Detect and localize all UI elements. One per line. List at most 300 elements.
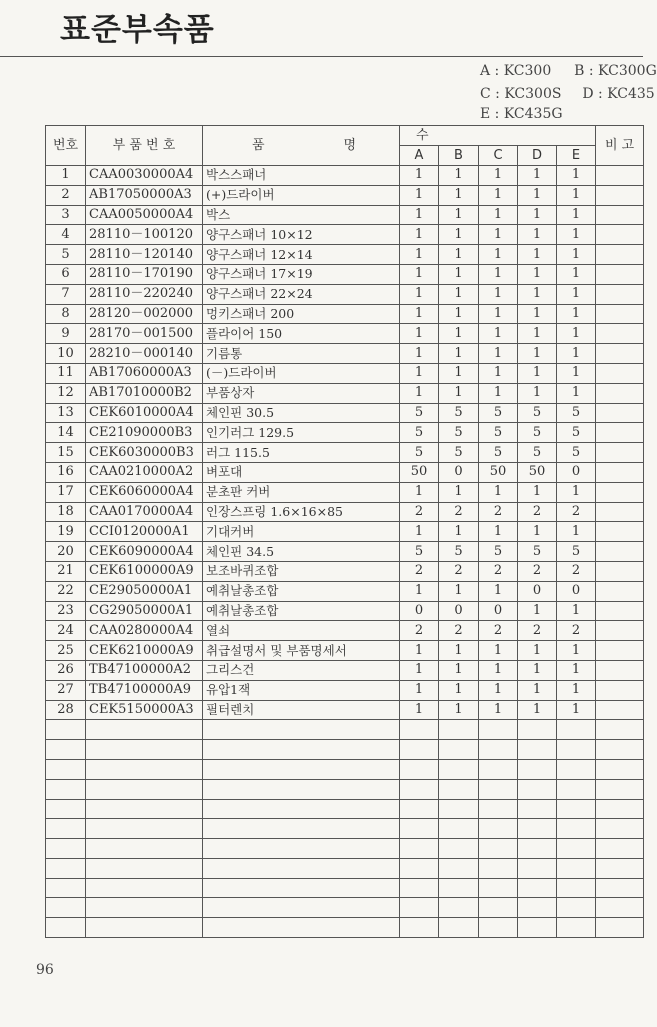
qty-a: 5 [400, 443, 439, 463]
part-number: 28120－002000 [86, 304, 203, 324]
row-number: 16 [46, 462, 86, 482]
empty-cell [400, 819, 439, 839]
empty-cell [46, 839, 86, 859]
empty-cell [596, 918, 644, 938]
qty-c: 1 [479, 205, 518, 225]
empty-cell [479, 720, 518, 740]
row-number: 1 [46, 166, 86, 186]
table-row [46, 403, 644, 423]
qty-a: 1 [400, 245, 439, 265]
remarks-cell [596, 522, 644, 542]
empty-cell [557, 720, 596, 740]
qty-a: 50 [400, 462, 439, 482]
qty-e: 1 [557, 304, 596, 324]
qty-d: 1 [518, 344, 557, 364]
empty-cell [479, 779, 518, 799]
empty-cell [86, 720, 203, 740]
qty-a: 1 [400, 383, 439, 403]
qty-a: 1 [400, 304, 439, 324]
part-number: CEK6030000B3 [86, 443, 203, 463]
empty-cell [203, 799, 400, 819]
part-name: 박스스패너 [203, 166, 400, 186]
table-row [46, 561, 644, 581]
qty-b: 1 [439, 284, 479, 304]
qty-a: 1 [400, 700, 439, 720]
empty-cell [86, 878, 203, 898]
row-number: 10 [46, 344, 86, 364]
row-number: 12 [46, 383, 86, 403]
part-name: 양구스패너 22×24 [203, 284, 400, 304]
part-name: 체인핀 34.5 [203, 542, 400, 562]
qty-d: 1 [518, 225, 557, 245]
empty-cell [479, 740, 518, 760]
empty-row [46, 819, 644, 839]
model-legend-line-3 [480, 106, 563, 122]
row-number: 20 [46, 542, 86, 562]
empty-cell [479, 878, 518, 898]
remarks-cell [596, 502, 644, 522]
part-number: 28110－100120 [86, 225, 203, 245]
qty-a: 2 [400, 502, 439, 522]
empty-row [46, 839, 644, 859]
empty-cell [518, 878, 557, 898]
empty-cell [439, 839, 479, 859]
qty-d: 1 [518, 383, 557, 403]
part-number: 28210－000140 [86, 344, 203, 364]
qty-b: 2 [439, 502, 479, 522]
qty-c: 5 [479, 403, 518, 423]
qty-b: 1 [439, 185, 479, 205]
empty-cell [86, 740, 203, 760]
empty-cell [557, 839, 596, 859]
part-name: 필터렌치 [203, 700, 400, 720]
remarks-cell [596, 225, 644, 245]
empty-cell [400, 799, 439, 819]
model-legend-line-1 [480, 63, 657, 79]
model-legend-line-2 [480, 86, 655, 102]
legend-model-c: C : KC300S [480, 86, 562, 102]
qty-c: 1 [479, 482, 518, 502]
qty-e: 1 [557, 264, 596, 284]
part-number: CEK6060000A4 [86, 482, 203, 502]
empty-cell [518, 858, 557, 878]
empty-cell [400, 759, 439, 779]
qty-b: 1 [439, 581, 479, 601]
row-number: 4 [46, 225, 86, 245]
empty-cell [557, 918, 596, 938]
part-name: 러그 115.5 [203, 443, 400, 463]
qty-c: 5 [479, 443, 518, 463]
table-row [46, 443, 644, 463]
qty-c: 1 [479, 700, 518, 720]
qty-e: 1 [557, 166, 596, 186]
empty-cell [46, 918, 86, 938]
remarks-cell [596, 462, 644, 482]
row-number: 3 [46, 205, 86, 225]
part-name: 분초판 커버 [203, 482, 400, 502]
row-number: 22 [46, 581, 86, 601]
qty-d: 1 [518, 185, 557, 205]
qty-a: 1 [400, 166, 439, 186]
row-number: 5 [46, 245, 86, 265]
empty-cell [518, 799, 557, 819]
empty-cell [400, 720, 439, 740]
table-row [46, 641, 644, 661]
part-name: 박스 [203, 205, 400, 225]
empty-cell [400, 898, 439, 918]
row-number: 26 [46, 660, 86, 680]
table-row [46, 185, 644, 205]
qty-b: 1 [439, 482, 479, 502]
empty-cell [596, 720, 644, 740]
qty-e: 2 [557, 621, 596, 641]
qty-c: 1 [479, 225, 518, 245]
qty-a: 1 [400, 680, 439, 700]
header-col-c: C [479, 146, 518, 166]
remarks-cell [596, 284, 644, 304]
table-row [46, 225, 644, 245]
table-row [46, 601, 644, 621]
table-row [46, 700, 644, 720]
qty-e: 1 [557, 522, 596, 542]
empty-cell [518, 740, 557, 760]
empty-cell [400, 878, 439, 898]
part-name: (+)드라이버 [203, 185, 400, 205]
parts-table-body [46, 166, 644, 938]
part-name: 기름통 [203, 344, 400, 364]
part-name: 플라이어 150 [203, 324, 400, 344]
table-row [46, 166, 644, 186]
qty-e: 1 [557, 363, 596, 383]
table-row [46, 304, 644, 324]
row-number: 17 [46, 482, 86, 502]
qty-b: 1 [439, 383, 479, 403]
empty-cell [400, 779, 439, 799]
qty-a: 1 [400, 205, 439, 225]
qty-c: 1 [479, 680, 518, 700]
qty-c: 1 [479, 641, 518, 661]
remarks-cell [596, 264, 644, 284]
qty-a: 1 [400, 522, 439, 542]
remarks-cell [596, 383, 644, 403]
part-number: CEK6100000A9 [86, 561, 203, 581]
qty-a: 1 [400, 284, 439, 304]
qty-d: 50 [518, 462, 557, 482]
row-number: 2 [46, 185, 86, 205]
qty-a: 1 [400, 482, 439, 502]
qty-d: 5 [518, 443, 557, 463]
part-number: CAA0210000A2 [86, 462, 203, 482]
empty-row [46, 898, 644, 918]
empty-cell [596, 858, 644, 878]
qty-b: 0 [439, 601, 479, 621]
remarks-cell [596, 680, 644, 700]
empty-cell [46, 720, 86, 740]
part-number: CCI0120000A1 [86, 522, 203, 542]
row-number: 6 [46, 264, 86, 284]
qty-c: 2 [479, 502, 518, 522]
row-number: 7 [46, 284, 86, 304]
qty-c: 1 [479, 185, 518, 205]
row-number: 14 [46, 423, 86, 443]
empty-cell [203, 779, 400, 799]
qty-d: 1 [518, 363, 557, 383]
empty-cell [557, 898, 596, 918]
qty-b: 1 [439, 304, 479, 324]
page-title: 표준부속품 [60, 12, 215, 48]
empty-cell [439, 858, 479, 878]
row-number: 25 [46, 641, 86, 661]
qty-c: 0 [479, 601, 518, 621]
qty-e: 1 [557, 205, 596, 225]
qty-e: 0 [557, 462, 596, 482]
empty-cell [86, 898, 203, 918]
empty-cell [439, 898, 479, 918]
empty-cell [439, 759, 479, 779]
remarks-cell [596, 482, 644, 502]
empty-cell [203, 759, 400, 779]
remarks-cell [596, 245, 644, 265]
empty-row [46, 740, 644, 760]
header-col-e: E [557, 146, 596, 166]
qty-d: 1 [518, 324, 557, 344]
empty-cell [203, 858, 400, 878]
remarks-cell [596, 601, 644, 621]
table-row [46, 324, 644, 344]
header-col-a: A [400, 146, 439, 166]
empty-cell [479, 799, 518, 819]
part-number: CG29050000A1 [86, 601, 203, 621]
qty-b: 5 [439, 443, 479, 463]
empty-cell [46, 759, 86, 779]
empty-row [46, 720, 644, 740]
empty-cell [518, 779, 557, 799]
qty-e: 5 [557, 423, 596, 443]
empty-cell [596, 878, 644, 898]
row-number: 8 [46, 304, 86, 324]
qty-d: 1 [518, 660, 557, 680]
empty-cell [557, 799, 596, 819]
qty-c: 5 [479, 542, 518, 562]
empty-cell [479, 839, 518, 859]
qty-b: 1 [439, 245, 479, 265]
qty-c: 1 [479, 344, 518, 364]
part-number: CE29050000A1 [86, 581, 203, 601]
qty-a: 2 [400, 621, 439, 641]
remarks-cell [596, 344, 644, 364]
empty-cell [439, 819, 479, 839]
qty-a: 1 [400, 363, 439, 383]
page-number: 96 [36, 962, 54, 978]
part-number: 28110－170190 [86, 264, 203, 284]
qty-b: 2 [439, 561, 479, 581]
qty-d: 1 [518, 304, 557, 324]
header-part-name-2: 명 [343, 137, 356, 153]
table-row [46, 680, 644, 700]
part-number: CAA0280000A4 [86, 621, 203, 641]
qty-d: 1 [518, 482, 557, 502]
empty-cell [439, 878, 479, 898]
remarks-cell [596, 166, 644, 186]
header-part-name [203, 126, 400, 166]
qty-d: 1 [518, 284, 557, 304]
remarks-cell [596, 403, 644, 423]
part-name: 취급설명서 및 부품명세서 [203, 641, 400, 661]
empty-cell [596, 898, 644, 918]
qty-c: 1 [479, 166, 518, 186]
empty-cell [439, 799, 479, 819]
part-number: CE21090000B3 [86, 423, 203, 443]
empty-cell [46, 779, 86, 799]
qty-e: 5 [557, 403, 596, 423]
qty-a: 1 [400, 660, 439, 680]
qty-b: 1 [439, 324, 479, 344]
row-number: 18 [46, 502, 86, 522]
qty-d: 1 [518, 264, 557, 284]
table-row [46, 423, 644, 443]
empty-cell [46, 898, 86, 918]
qty-d: 1 [518, 680, 557, 700]
remarks-cell [596, 641, 644, 661]
empty-cell [518, 759, 557, 779]
empty-cell [596, 759, 644, 779]
qty-c: 2 [479, 621, 518, 641]
part-number: TB47100000A9 [86, 680, 203, 700]
empty-row [46, 878, 644, 898]
table-row [46, 522, 644, 542]
empty-cell [518, 819, 557, 839]
part-name: 인장스프링 1.6×16×85 [203, 502, 400, 522]
empty-cell [203, 839, 400, 859]
remarks-cell [596, 660, 644, 680]
table-row [46, 344, 644, 364]
qty-e: 1 [557, 324, 596, 344]
empty-cell [439, 740, 479, 760]
empty-cell [46, 740, 86, 760]
qty-d: 1 [518, 205, 557, 225]
part-name: (－)드라이버 [203, 363, 400, 383]
qty-d: 1 [518, 641, 557, 661]
part-number: TB47100000A2 [86, 660, 203, 680]
empty-cell [203, 898, 400, 918]
empty-cell [203, 720, 400, 740]
table-row [46, 284, 644, 304]
empty-cell [596, 839, 644, 859]
part-name: 벼포대 [203, 462, 400, 482]
qty-c: 1 [479, 383, 518, 403]
qty-e: 1 [557, 482, 596, 502]
qty-b: 1 [439, 225, 479, 245]
empty-row [46, 918, 644, 938]
row-number: 23 [46, 601, 86, 621]
empty-cell [557, 779, 596, 799]
empty-cell [557, 740, 596, 760]
qty-b: 1 [439, 522, 479, 542]
qty-e: 2 [557, 561, 596, 581]
empty-cell [86, 799, 203, 819]
qty-a: 5 [400, 403, 439, 423]
row-number: 28 [46, 700, 86, 720]
table-row [46, 621, 644, 641]
empty-cell [479, 819, 518, 839]
row-number: 11 [46, 363, 86, 383]
qty-d: 1 [518, 601, 557, 621]
qty-d: 2 [518, 502, 557, 522]
header-no: 번호 [46, 126, 86, 166]
empty-row [46, 799, 644, 819]
qty-e: 1 [557, 700, 596, 720]
qty-b: 5 [439, 423, 479, 443]
remarks-cell [596, 363, 644, 383]
part-number: AB17010000B2 [86, 383, 203, 403]
part-number: CAA0170000A4 [86, 502, 203, 522]
parts-table [45, 125, 644, 938]
header-quantity: 수 [400, 126, 596, 146]
qty-b: 5 [439, 542, 479, 562]
empty-cell [557, 819, 596, 839]
header-col-b: B [439, 146, 479, 166]
qty-d: 5 [518, 403, 557, 423]
empty-cell [557, 759, 596, 779]
row-number: 24 [46, 621, 86, 641]
qty-b: 0 [439, 462, 479, 482]
empty-cell [557, 878, 596, 898]
empty-row [46, 858, 644, 878]
part-name: 부품상자 [203, 383, 400, 403]
empty-cell [596, 819, 644, 839]
part-name: 체인핀 30.5 [203, 403, 400, 423]
empty-cell [518, 720, 557, 740]
table-row [46, 482, 644, 502]
qty-c: 1 [479, 324, 518, 344]
empty-cell [203, 740, 400, 760]
qty-a: 1 [400, 264, 439, 284]
legend-model-d: D : KC435 [582, 86, 655, 102]
table-row [46, 502, 644, 522]
empty-cell [439, 918, 479, 938]
qty-d: 1 [518, 166, 557, 186]
qty-e: 1 [557, 344, 596, 364]
empty-cell [518, 918, 557, 938]
qty-d: 1 [518, 245, 557, 265]
empty-cell [596, 779, 644, 799]
part-name: 멍키스패너 200 [203, 304, 400, 324]
empty-cell [86, 779, 203, 799]
empty-cell [439, 779, 479, 799]
row-number: 9 [46, 324, 86, 344]
table-row [46, 581, 644, 601]
qty-e: 5 [557, 542, 596, 562]
qty-e: 1 [557, 225, 596, 245]
qty-c: 1 [479, 660, 518, 680]
qty-a: 1 [400, 225, 439, 245]
qty-d: 5 [518, 423, 557, 443]
remarks-cell [596, 304, 644, 324]
part-name: 양구스패너 10×12 [203, 225, 400, 245]
part-number: CEK6010000A4 [86, 403, 203, 423]
empty-cell [86, 819, 203, 839]
table-row [46, 542, 644, 562]
part-name: 열쇠 [203, 621, 400, 641]
row-number: 15 [46, 443, 86, 463]
empty-cell [203, 819, 400, 839]
qty-b: 1 [439, 205, 479, 225]
empty-cell [479, 898, 518, 918]
qty-e: 2 [557, 502, 596, 522]
qty-a: 1 [400, 581, 439, 601]
empty-cell [439, 720, 479, 740]
part-name: 예취날총조합 [203, 601, 400, 621]
